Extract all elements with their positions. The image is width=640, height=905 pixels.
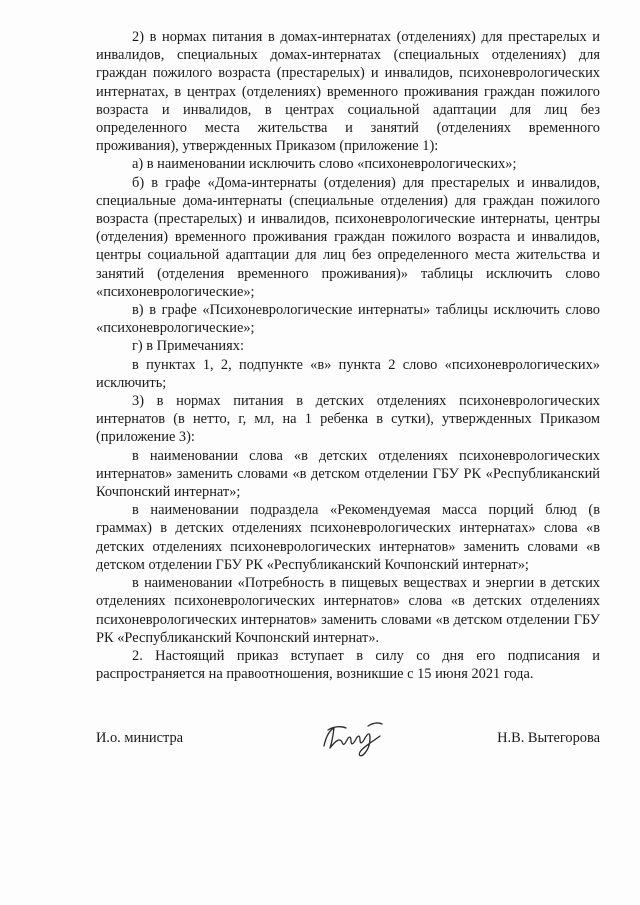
paragraph-item-2b: б) в графе «Дома-интернаты (отделения) для престарелых и инвалидов, специальные дома-интернаты (специальные отделения) для граждан пожилого возраста (престарелых) и инвалидов, психоневрологические интернаты, центры (отделения) временного проживания граждан пожилого возраста и инвалидов, центры социальной адаптации для лиц без определенного места жительства и занятий (отделения временного проживания)» таблицы исключить слово «психоневрологические»; [96,174,600,300]
paragraph-item-3-title: в наименовании слова «в детских отделениях психоневрологических интернатов» заменить словами «в детском отделении ГБУ РК «Республиканский Кочпонский интернат»; [96,447,600,501]
paragraph-notes-points: в пунктах 1, 2, подпункте «в» пункта 2 слово «психоневрологических» исключить; [96,356,600,391]
signatory-position: И.о. министра [96,730,184,746]
paragraph-item-2a: а) в наименовании исключить слово «психоневрологических»; [132,156,517,173]
paragraph-item-2g: г) в Примечаниях: [132,338,244,355]
paragraph-item-2: 2) в нормах питания в домах-интернатах (отделениях) для престарелых и инвалидов, специальных домах-интернатах (специальных отделениях) для граждан пожилого возраста (престарелых) и инвалидов, психоневрологических интернатах, в центрах (отделениях) временного проживания граждан пожилого возраста и инвалидов, в центрах социальной адаптации для лиц без определенного места жительства и занятий (отделениях временного проживания), утвержденных Приказом (приложение 1): [96,29,600,155]
signature-block [96,716,600,766]
paragraph-item-3: 3) в нормах питания в детских отделениях психоневрологических интернатов (в нетто, г, мл, на 1 ребенка в сутки), утвержденных Приказом (приложение 3): [96,393,600,446]
paragraph-effective-date: 2. Настоящий приказ вступает в силу со дня его подписания и распространяется на правоотношения, возникшие с 15 июня 2021 года. [96,647,600,683]
paragraph-item-3-needs: в наименовании «Потребность в пищевых веществах и энергии в детских отделениях психоневрологических интернатов» слова «в детских отделениях психоневрологических интернатов» заменить словами «в детском отделении ГБУ РК «Республиканский Кочпонский интернат». [96,575,600,646]
document-body [96,28,600,683]
handwritten-signature-icon [318,716,390,760]
signatory-name: Н.В. Вытегорова [497,730,600,746]
paragraph-item-3-subsection: в наименовании подраздела «Рекомендуемая масса порций блюд (в граммах) в детских отделениях психоневрологических интернатах» слова «в детских отделениях психоневрологических интернатов» заменить словами «в детском отделении ГБУ РК «Республиканский Кочпонский интернат»; [96,502,600,573]
paragraph-item-2v: в) в графе «Психоневрологические интернаты» таблицы исключить слово «психоневрологические»; [96,302,600,337]
